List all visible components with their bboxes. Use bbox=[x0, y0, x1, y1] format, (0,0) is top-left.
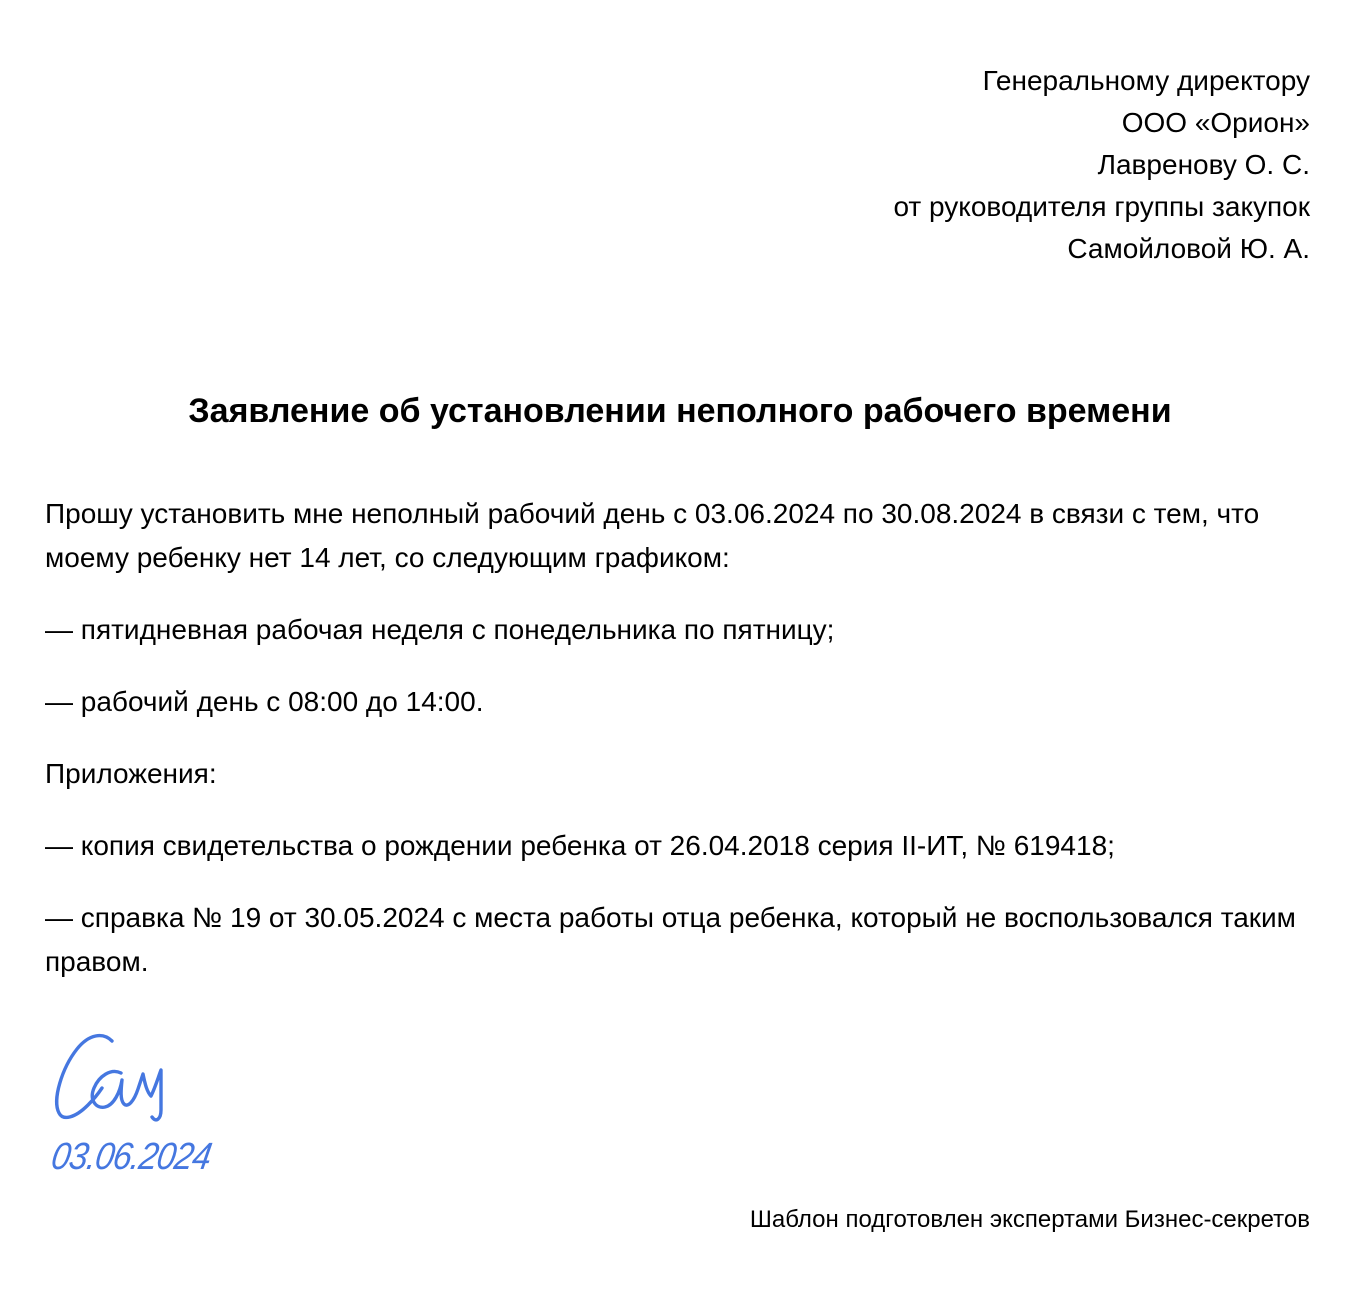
schedule-item-week: — пятидневная рабочая неделя с понедельника по пятницу; bbox=[45, 614, 835, 645]
footer-template-credit: Шаблон подготовлен экспертами Бизнес-секретов bbox=[749, 1206, 1310, 1233]
attachments-label: Приложения: bbox=[45, 758, 217, 789]
attachment-birth-certificate: — копия свидетельства о рождении ребенка от 26.04.2018 серия II-ИТ, № 619418; bbox=[45, 830, 1115, 861]
addressee-line-director-name: Лавренову О. С. bbox=[1097, 149, 1310, 180]
addressee-line-from-position: от руководителя группы закупок bbox=[893, 191, 1310, 222]
document-body bbox=[45, 492, 1310, 1012]
addressee-line-position: Генеральному директору bbox=[982, 65, 1310, 96]
signature-date: 03.06.2024 bbox=[48, 1136, 215, 1178]
attachment-work-certificate: — справка № 19 от 30.05.2024 с места работы отца ребенка, который не воспользовался таким правом. bbox=[45, 902, 1296, 977]
page-title: Заявление об установлении неполного рабочего времени bbox=[188, 392, 1172, 430]
addressee-block bbox=[893, 60, 1310, 270]
signature-block bbox=[48, 1032, 228, 1179]
schedule-item-hours: — рабочий день с 08:00 до 14:00. bbox=[45, 686, 484, 717]
addressee-line-from-name: Самойловой Ю. А. bbox=[1067, 233, 1310, 264]
intro-paragraph: Прошу установить мне неполный рабочий день с 03.06.2024 по 30.08.2024 в связи с тем, что моему ребенку нет 14 лет, со следующим графиком: bbox=[45, 498, 1260, 573]
signature-stroke-am bbox=[92, 1070, 161, 1120]
addressee-line-company: ООО «Орион» bbox=[1121, 107, 1310, 138]
signature-image bbox=[48, 1032, 178, 1130]
